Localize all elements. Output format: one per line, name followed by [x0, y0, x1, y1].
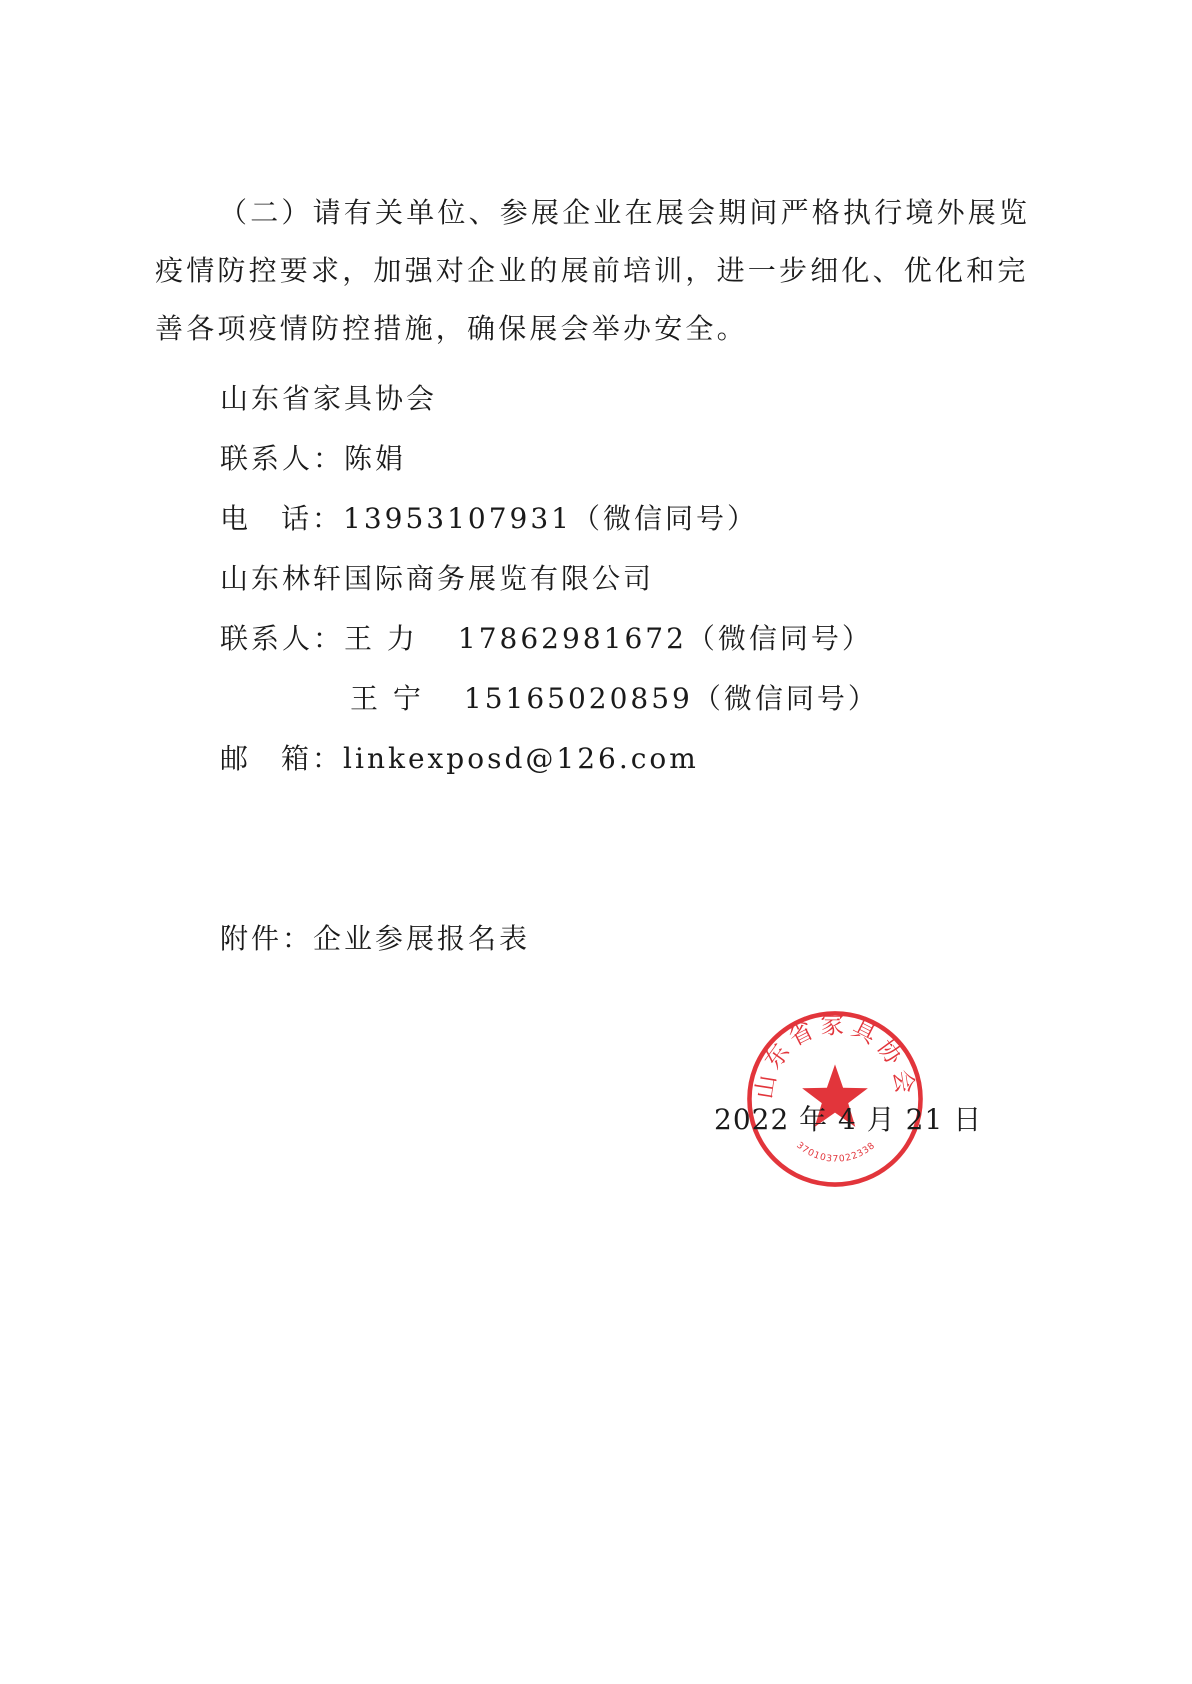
- org-name-association: 山东省家具协会: [220, 382, 438, 415]
- contact-label: 联系人：: [220, 622, 345, 655]
- contact-line-2: [220, 617, 873, 657]
- person-name-2: 王 宁: [350, 682, 424, 715]
- email-label-char-1: 邮: [220, 742, 252, 775]
- person-phone-1: 17862981672（微信同号）: [457, 622, 873, 655]
- phone-label-char-2: 话：: [281, 502, 344, 535]
- body-paragraph: [155, 184, 1035, 358]
- seal-code-text: 3701037022338: [794, 1140, 878, 1165]
- phone-label-char-1: 电: [220, 502, 252, 535]
- attachment-line: 附件：企业参展报名表: [220, 922, 531, 955]
- phone-value: 13953107931（微信同号）: [343, 502, 758, 535]
- email-label-char-2: 箱：: [281, 742, 344, 775]
- person-name-1: 王 力: [344, 622, 418, 655]
- email-line: [220, 737, 699, 777]
- contact-line-1: [220, 437, 406, 477]
- phone-line: [220, 497, 758, 537]
- contact-line-3: [350, 677, 879, 717]
- org-name-company: 山东林轩国际商务展览有限公司: [220, 562, 655, 595]
- email-value: linkexposd@126.com: [343, 742, 699, 775]
- paragraph-text: （二）请有关单位、参展企业在展会期间严格执行境外展览疫情防控要求，加强对企业的展前培训，进一步细化、优化和完善各项疫情防控措施，确保展会举办安全。: [155, 196, 1031, 345]
- seal-name-text: 山东省家具协会: [749, 1011, 921, 1101]
- contact-name: 陈娟: [344, 442, 407, 475]
- person-phone-2: 15165020859（微信同号）: [463, 682, 879, 715]
- document-date: 2022 年 4 月 21 日: [714, 1103, 983, 1136]
- contact-label: 联系人：: [220, 442, 345, 475]
